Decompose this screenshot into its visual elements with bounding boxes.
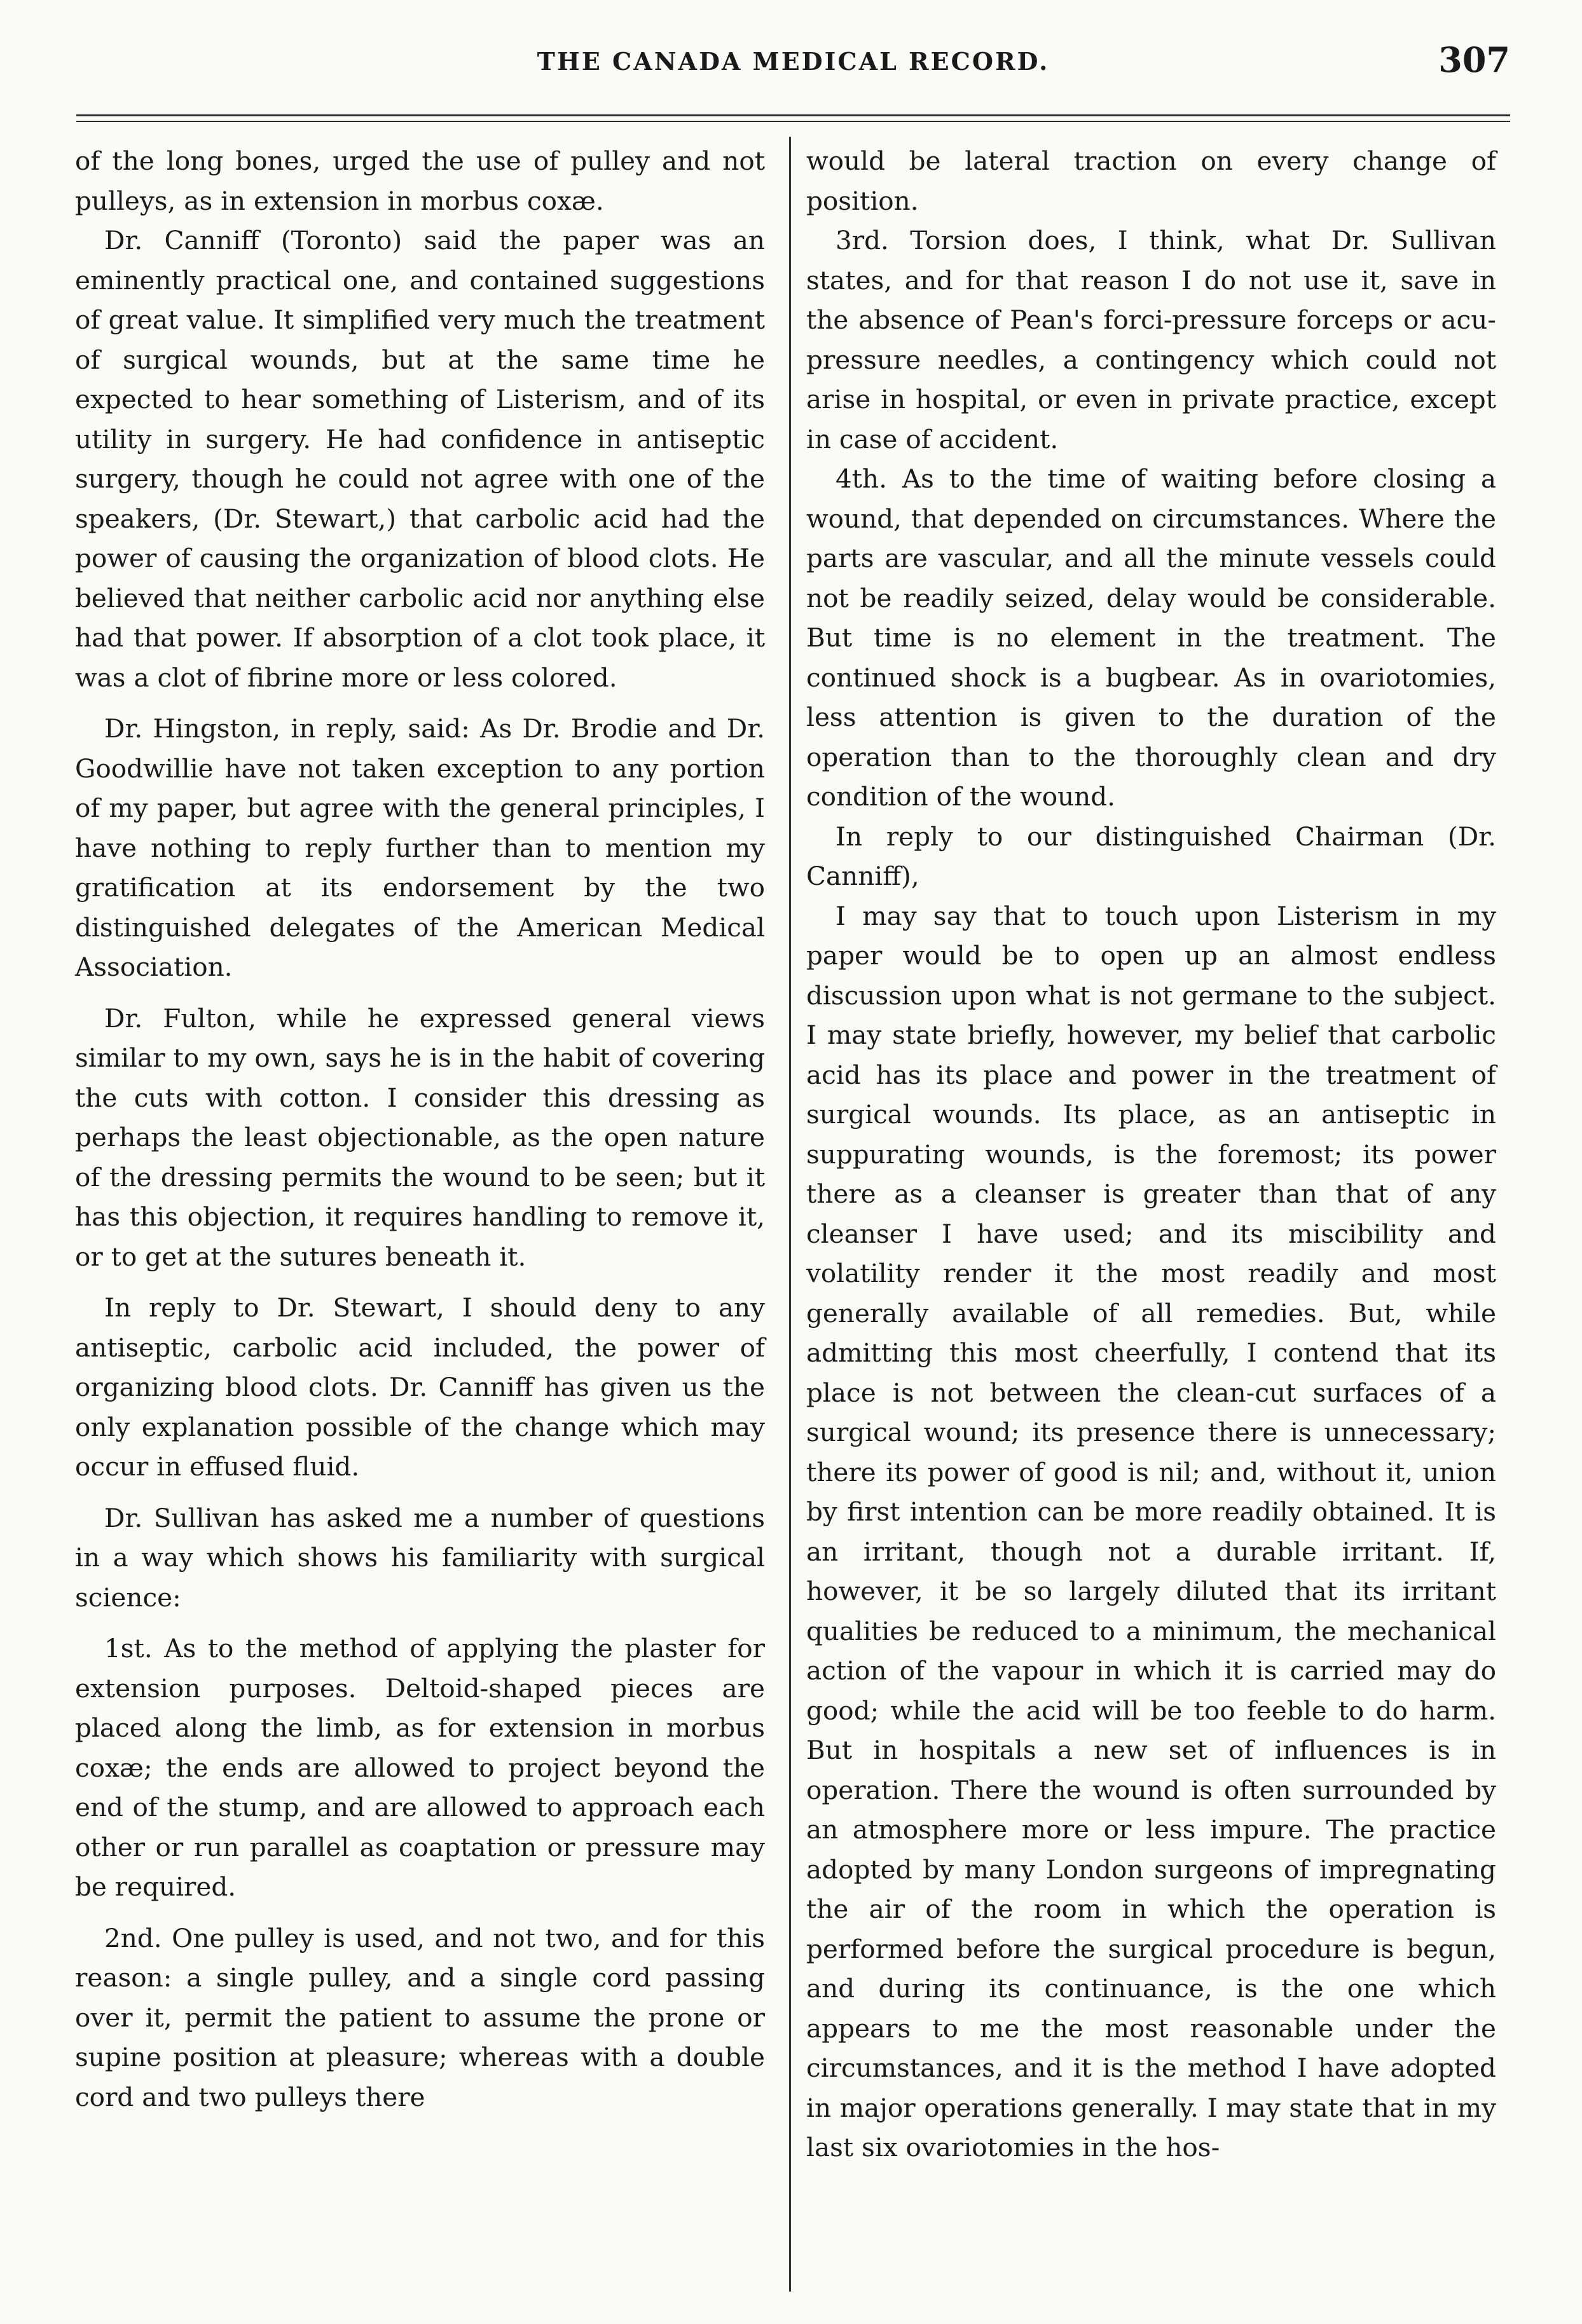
paragraph: 3rd. Torsion does, I think, what Dr. Sullivan states, and for that reason I do not use it, save in the absence of Pean's forci-pressure forceps or acu-pressure needles, a contingency which could not arise in hospital, or even in private practice, except in case of accident. [806,225,1496,455]
paragraph: 1st. As to the method of applying the plaster for extension purposes. Deltoid-shaped pieces are placed along the limb, as for extension in morbus coxæ; the ends are allowed to project beyond the end of the stump, and are allowed to approach each other or run parallel as coaptation or pressure may be required. [75,1633,765,1902]
paragraph: 4th. As to the time of waiting before closing a wound, that depended on circumstances. Where the parts are vascular, and all the minute vessels could not be readily seized, delay would be considerable. But time is no element in the treatment. The continued shock is a bugbear. As in ovariotomies, less attention is given to the duration of the operation than to the thoroughly clean and dry condition of the wound. [806,463,1496,812]
paragraph: 2nd. One pulley is used, and not two, and for this reason: a single pulley, and a single cord passing over it, permit the patient to assume the prone or supine position at pleasure; whereas with a double cord and two pulleys there [75,1922,765,2112]
page-header [76,39,1510,103]
paragraph: Dr. Sullivan has asked me a number of questions in a way which shows his familiarity with surgical science: [75,1502,765,1613]
paragraph: In reply to our distinguished Chairman (Dr. Canniff), [806,821,1496,891]
right-column [806,141,1496,2168]
paragraph: would be lateral traction on every change of position. [806,146,1496,216]
running-title: THE CANADA MEDICAL RECORD. [537,47,1050,76]
paragraph: Dr. Hingston, in reply, said: As Dr. Brodie and Dr. Goodwillie have not taken exception to any portion of my paper, but agree with the general principles, I have nothing to reply further than to mention my gratification at its endorsement by the two distinguished delegates of the American Medical Association. [75,713,765,982]
paragraph: Dr. Canniff (Toronto) said the paper was an eminently practical one, and contained suggestions of great value. It simplified very much the treatment of surgical wounds, but at the same time he expected to hear something of Listerism, and of its utility in surgery. He had confidence in antiseptic surgery, though he could not agree with one of the speakers, (Dr. Stewart,) that carbolic acid had the power of causing the organization of blood clots. He believed that neither carbolic acid nor anything else had that power. If absorption of a clot took place, it was a clot of fibrine more or less colored. [75,225,765,693]
column-divider [789,137,791,2292]
header-rule [76,114,1510,116]
page-number: 307 [1438,39,1510,80]
paragraph: Dr. Fulton, while he expressed general views similar to my own, says he is in the habit of covering the cuts with cotton. I consider this dressing as perhaps the least objectionable, as the open nature of the dressing permits the wound to be seen; but it has this objection, it requires handling to remove it, or to get at the sutures beneath it. [75,1002,765,1272]
paragraph: I may say that to touch upon Listerism in my paper would be to open up an almost endless discussion upon what is not germane to the subject. I may state briefly, however, my belief that carbolic acid has its place and power in the treatment of surgical wounds. Its place, as an antiseptic in suppurating wounds, is the foremost; its power there as a cleanser is greater than that of any cleanser I have used; and its miscibility and volatility render it the most readily and most generally available of all remedies. But, while admitting this most cheerfully, I contend that its place is not between the clean-cut surfaces of a surgical wound; its presence there is unnecessary; there its power of good is nil; and, without it, union by first intention can be more readily obtained. It is an irritant, though not a durable irritant. If, however, it be so largely diluted that its irritant qualities be reduced to a minimum, the mechanical action of the vapour in which it is carried may do good; while the acid will be too feeble to do harm. But in hospitals a new set of influences is in operation. There the wound is often surrounded by an atmosphere more or less impure. The practice adopted by many London surgeons of impregnating the air of the room in which the operation is performed before the surgical procedure is begun, and during its continuance, is the one which appears to me the most reasonable under the circumstances, and it is the method I have adopted in major operations generally. I may state that in my last six ovariotomies in the hos- [806,900,1496,2163]
paragraph: of the long bones, urged the use of pulley and not pulleys, as in extension in morbus coxæ. [75,146,765,216]
left-column [75,141,765,2117]
paragraph: In reply to Dr. Stewart, I should deny to any antiseptic, carbolic acid included, the power of organizing blood clots. Dr. Canniff has given us the only explanation possible of the change which may occur in effused fluid. [75,1292,765,1482]
header-rule-thin [76,121,1510,122]
